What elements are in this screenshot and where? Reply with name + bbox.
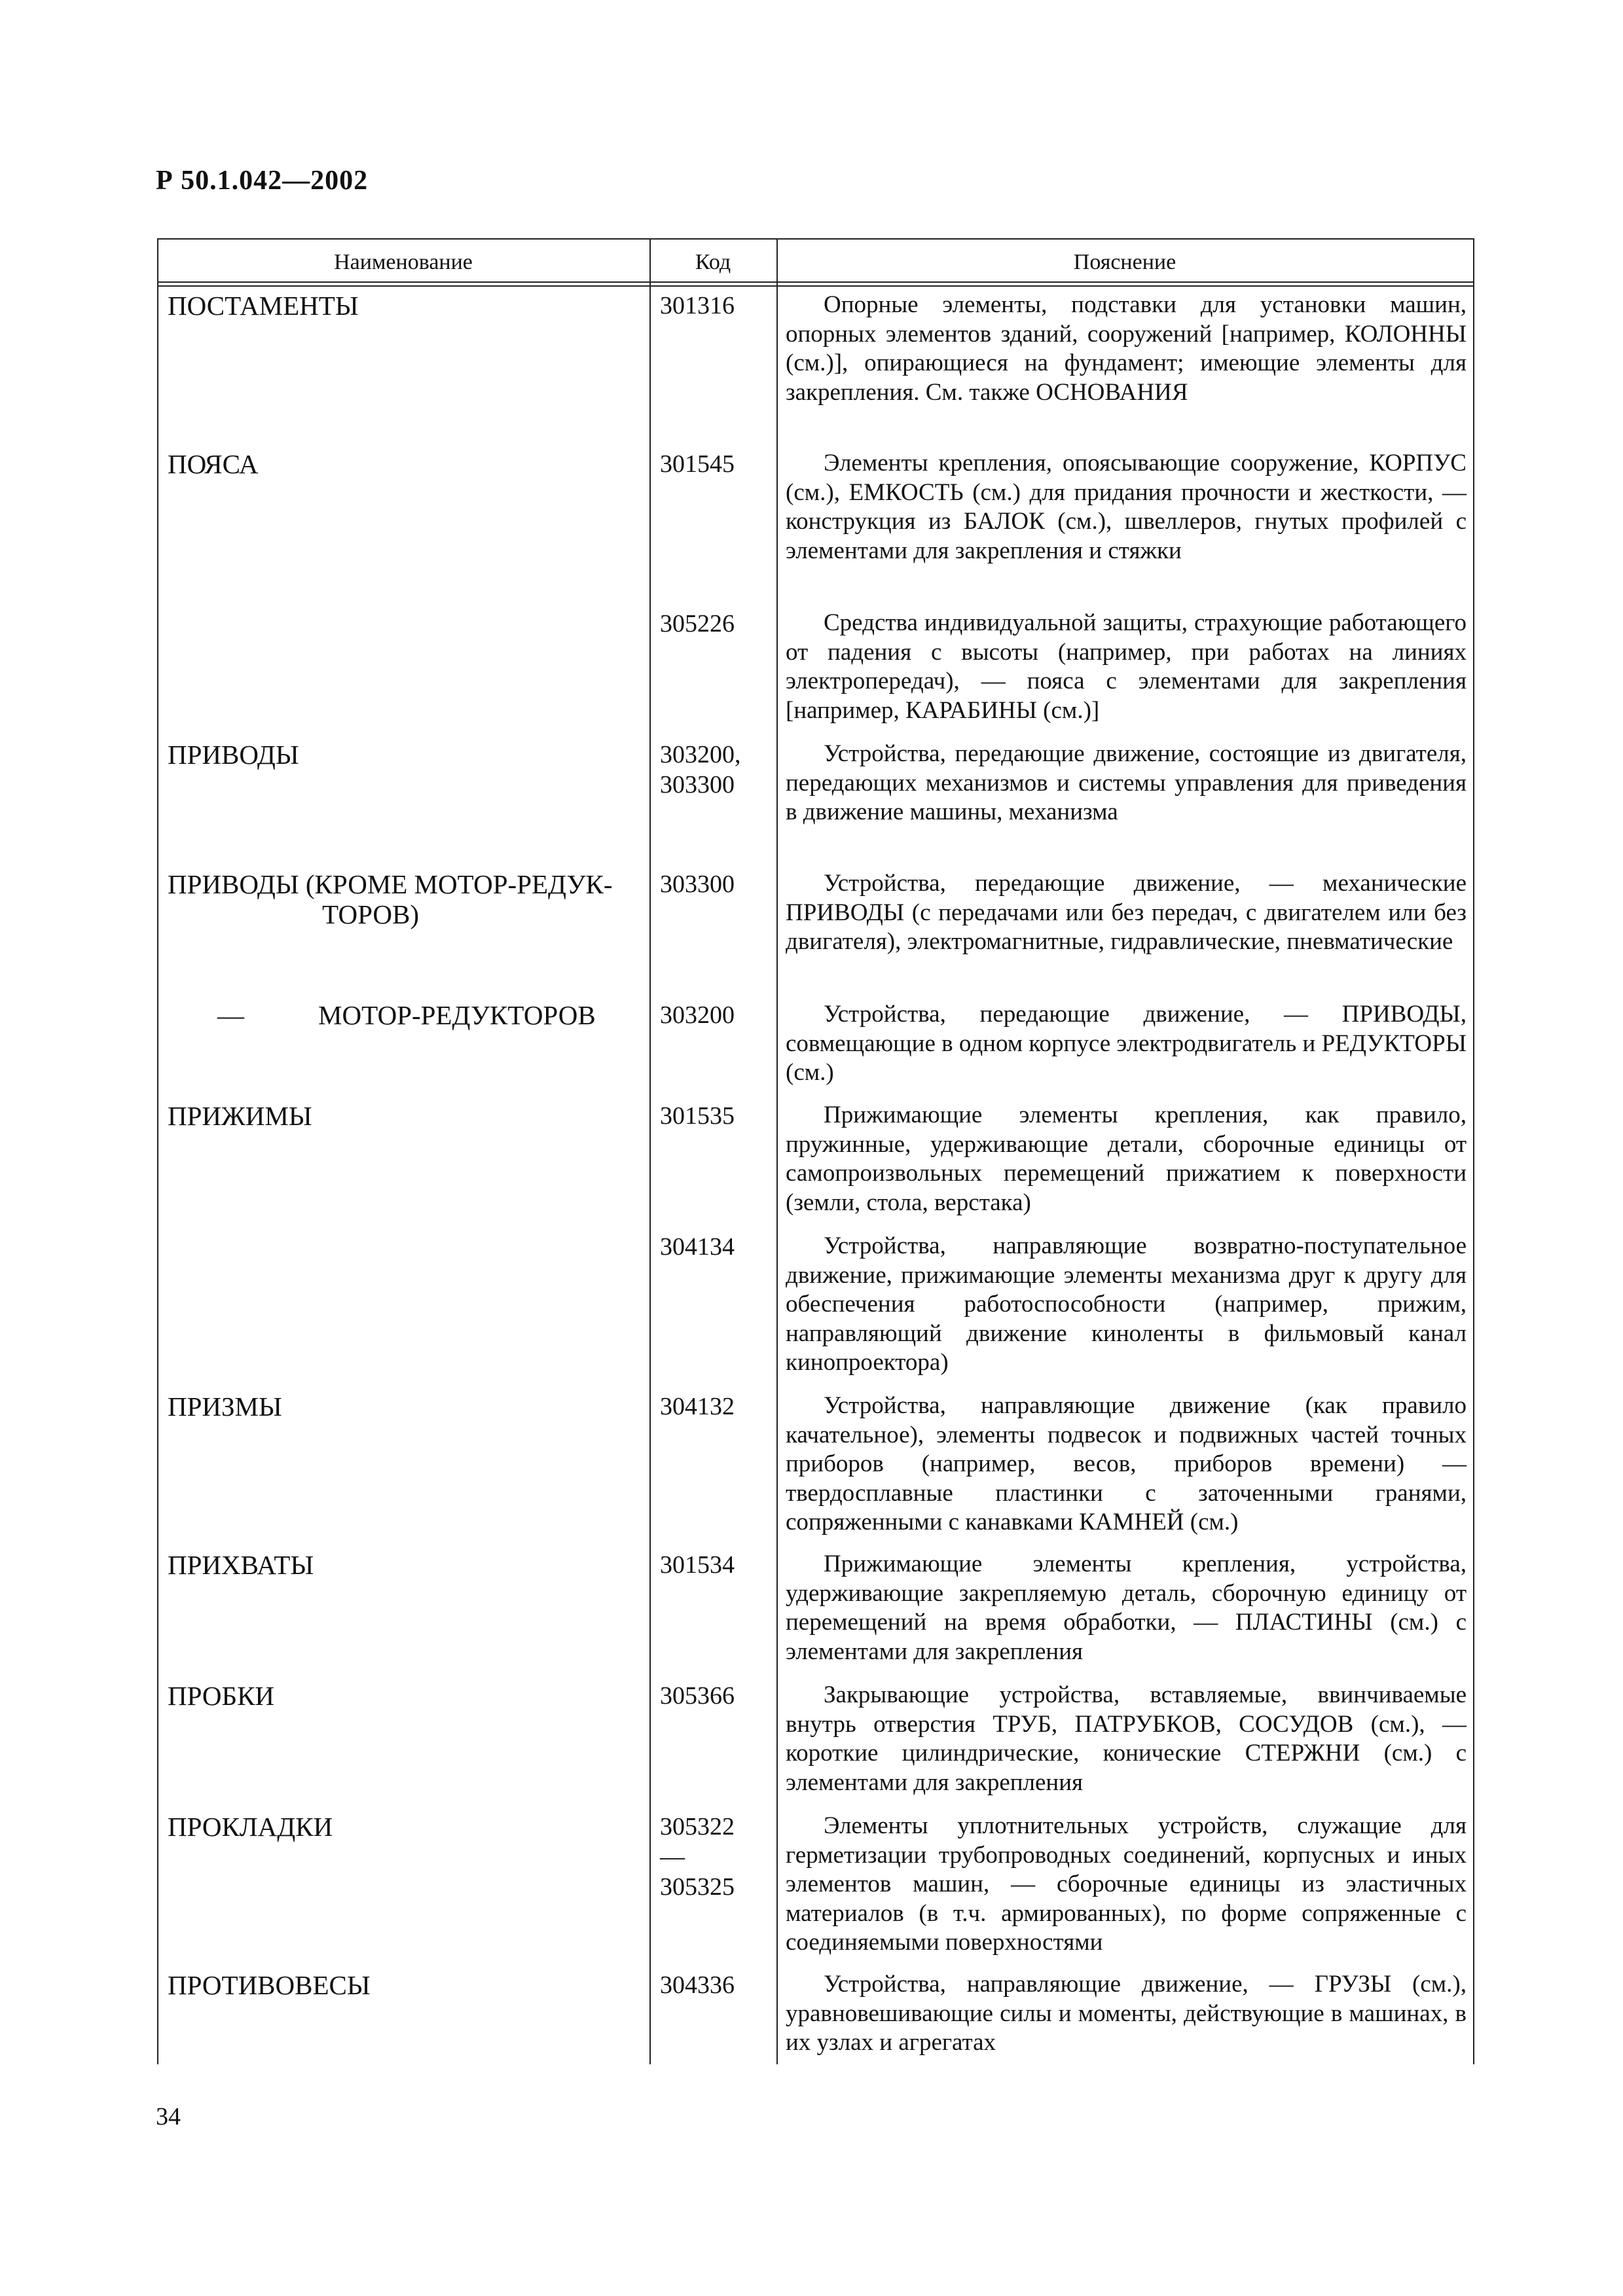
row-name: ПОЯСА [168,449,259,479]
row-description: Опорные элементы, подставки для установки машин, опорных элементов зданий, сооружений [например, КОЛОННЫ (см.)], опирающиеся на фундамент; имеющие элементы для закрепления. См. также ОСНОВАНИЯ [786,291,1467,406]
row-name: ПРОТИВОВЕСЫ [168,1970,371,2000]
row-code: 304336 [660,1971,735,1999]
row-name: ПОСТАМЕНТЫ [168,291,359,321]
page-number: 34 [156,2103,181,2130]
row-description: Средства индивидуальной защиты, страхующие работающего от падения с высоты (например, при работах на линиях электропередач), — пояса с элементами для закрепления [например, КАРАБИНЫ (см.)] [786,609,1467,724]
column-header-code: Код [695,250,731,274]
row-name: ПРИХВАТЫ [168,1550,314,1580]
row-code: 301316 [660,292,735,319]
row-name-continuation: ТОРОВ) [322,899,420,929]
row-code: 304132 [660,1393,735,1420]
row-description: Устройства, направляющие движение (как правило качательное), элементы подвесок и подвижных частей точных приборов (например, весов, приборов времени) — твердосплавные пластинки с заточенными гранями, сопряженными с канавками КАМНЕЙ (см.) [786,1392,1467,1535]
row-description: Прижимающие элементы крепления, как правило, пружинные, удерживающие детали, сборочные единицы от самопроизвольных перемещений прижатием к поверхности (земли, стола, верстака) [786,1102,1467,1216]
row-name: ПРИВОДЫ [168,740,299,770]
row-name: ПРИЖИМЫ [168,1101,312,1131]
row-description: Прижимающие элементы крепления, устройства, удерживающие закрепляемую деталь, сборочную единицу от перемещений на время обработки, — ПЛАСТИНЫ (см.) с элементами для закрепления [786,1551,1467,1665]
column-header-description: Пояснение [1073,250,1176,274]
document-code: Р 50.1.042—2002 [156,166,369,196]
row-name: ПРИЗМЫ [168,1391,282,1422]
row-name: ПРОБКИ [168,1681,275,1711]
row-name: ПРИВОДЫ (КРОМЕ МОТОР-РЕДУК- [168,869,613,899]
row-description: Устройства, передающие движение, — ПРИВОДЫ, совмещающие в одном корпусе электродвигатель и РЕДУКТОРЫ (см.) [786,1001,1467,1086]
row-description: Устройства, передающие движение, — механические ПРИВОДЫ (с передачами или без передач, с двигателем или без двигателя), электромагнитные, гидравлические, пневматические [786,870,1467,955]
row-code: 305322— 305325 [660,1813,735,1901]
row-description: Закрывающие устройства, вставляемые, ввинчиваемые внутрь отверстия ТРУБ, ПАТРУБКОВ, СОСУДОВ (см.), — короткие цилиндрические, конические СТЕРЖНИ (см.) с элементами для закрепления [786,1681,1467,1796]
row-code: 301535 [660,1102,735,1130]
column-header-name: Наименование [334,250,473,274]
table-border-top [157,238,1474,240]
row-name: ПРОКЛАДКИ [168,1812,333,1842]
row-code: 301545 [660,450,735,478]
table-border-right [1473,238,1474,2064]
table-border-left [157,238,158,2064]
header-separator [157,281,1474,283]
row-code: 303200 [660,1001,735,1029]
row-description: Элементы уплотнительных устройств, служащие для герметизации трубопроводных соединений, корпусных и иных элементов машин, — сборочные единицы из эластичных материалов (в т.ч. армированных), по форме сопряженные с соединяемыми поверхностями [786,1812,1467,1956]
row-description: Устройства, направляющие движение, — ГРУЗЫ (см.), уравновешивающие силы и моменты, действующие в машинах, в их узлах и агрегатах [786,1971,1467,2056]
row-description: Устройства, направляющие возвратно-поступательное движение, прижимающие элементы механизма друг к другу для обеспечения работоспособности (например, прижим, направляющий движение киноленты в фильмовый канал кинопроектора) [786,1232,1467,1376]
classifier-table [157,238,1474,2064]
row-description: Элементы крепления, опоясывающие сооружение, КОРПУС (см.), ЕМКОСТЬ (см.) для придания прочности и жесткости, — конструкция из БАЛОК (см.), швеллеров, гнутых профилей с элементами для закрепления и стяжки [786,450,1467,564]
table-divider-code-desc [776,238,778,2064]
row-code: 301534 [660,1551,735,1579]
row-description: Устройства, передающие движение, состоящие из двигателя, передающих механизмов и системы управления для приведения в движение машины, механизма [786,740,1467,825]
header-separator-double [157,285,1474,287]
row-name-dash: — [217,1000,244,1030]
table-divider-name-code [649,238,651,2064]
row-name: МОТОР-РЕДУКТОРОВ [318,1000,596,1030]
row-code: 303200, 303300 [660,741,741,798]
row-code: 305366 [660,1682,735,1710]
row-code: 305226 [660,610,735,637]
row-code: 303300 [660,870,735,898]
row-code: 304134 [660,1233,735,1261]
